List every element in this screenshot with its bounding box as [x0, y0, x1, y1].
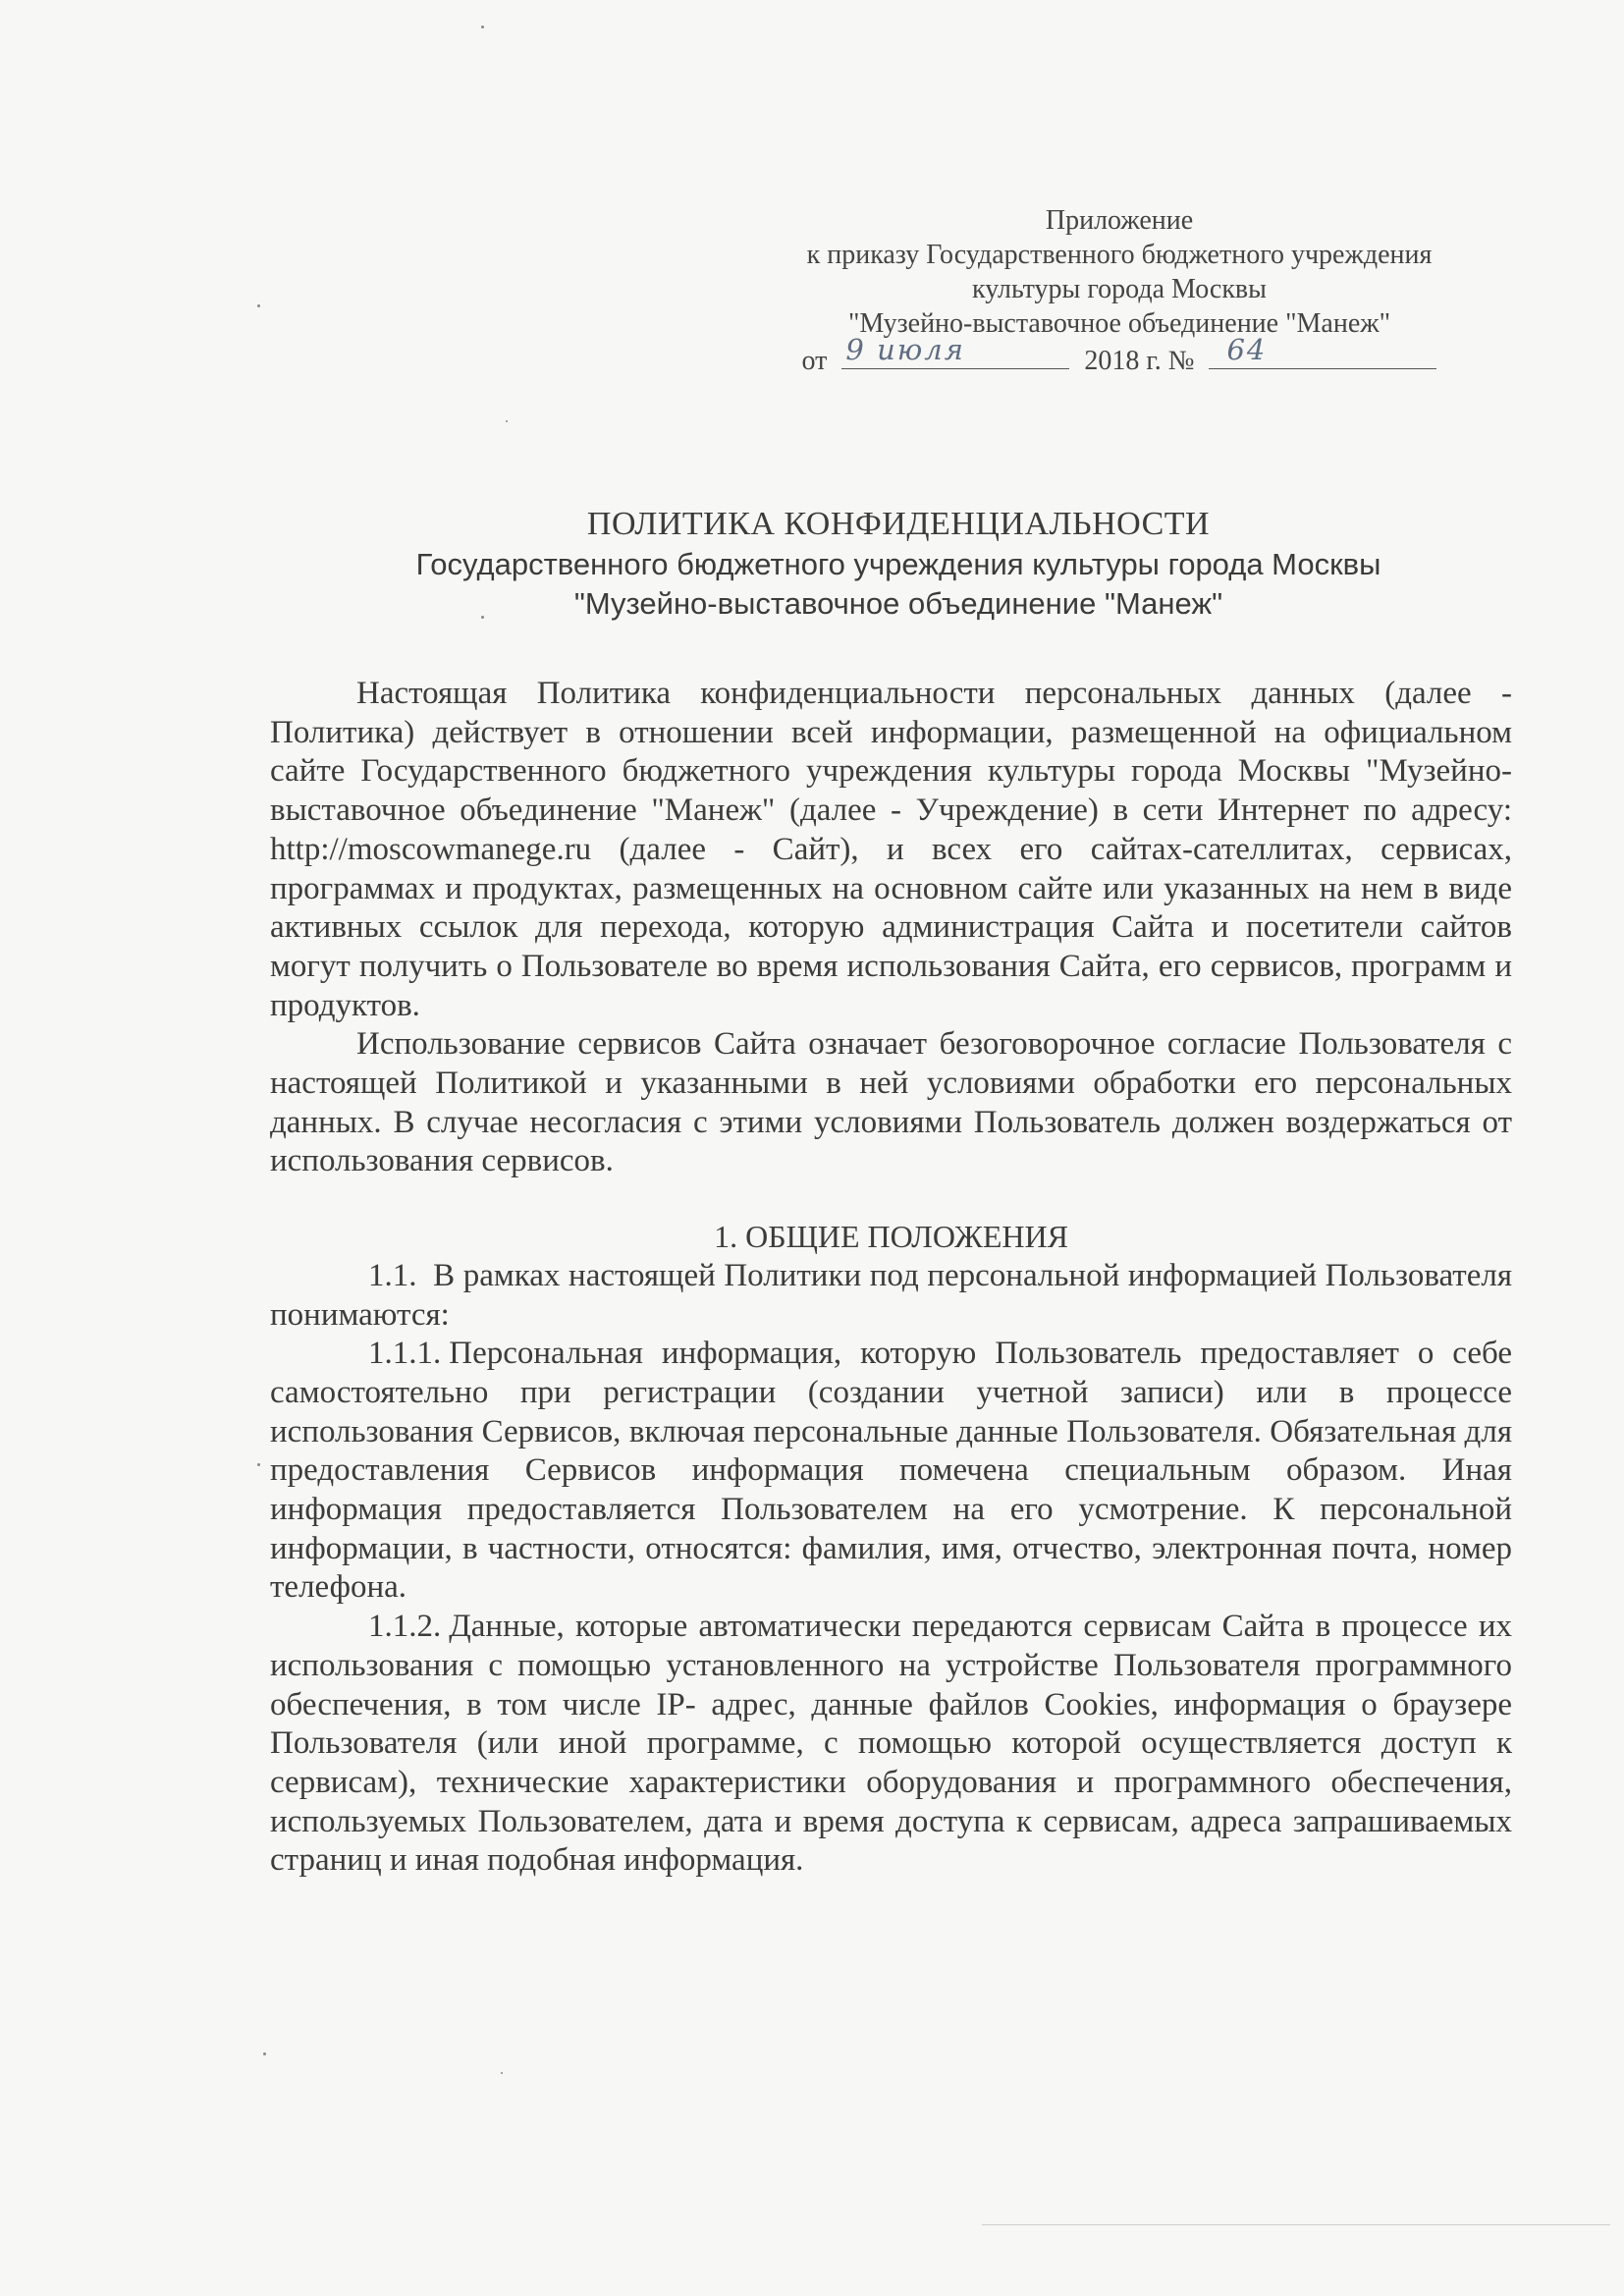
handwritten-date: 9 июля [845, 333, 965, 366]
scan-speck [501, 2072, 503, 2074]
from-label: от [801, 346, 828, 376]
scan-speck [257, 1463, 260, 1466]
document-body [270, 675, 1512, 1881]
scan-speck [506, 420, 508, 422]
scan-speck [263, 2052, 266, 2055]
clause-1-1 [270, 1257, 1512, 1335]
handwritten-number: 64 [1226, 333, 1268, 366]
clause-number: 1.1.1. [368, 1336, 442, 1372]
intro-paragraph-1: Настоящая Политика конфиденциальности персональных данных (далее - Политика) действует в отношении всей информации, размещенной на официальном сайте Государственного бюджетного учреждения культуры города Москвы "Музейно-выставочное объединение "Манеж" (далее - Учреждение) в сети Интернет по адресу: http://moscowmanege.ru (далее - Сайт), и всех его сайтах-сателлитах, сервисах, программах и продуктах, размещенных на основном сайте или указанных на нем в виде активных ссылок для перехода, которую администрация Сайта и посетители сайтов могут получить о Пользователе во время использования Сайта, его сервисов, программ и продуктов. [270, 676, 1512, 1023]
clause-number: 1.1.2. [368, 1609, 442, 1645]
approval-header [687, 203, 1551, 378]
clause-text: В рамках настоящей Политики под персональной информацией Пользователя понимаются: [270, 1257, 1512, 1333]
approval-line-2: к приказу Государственного бюджетного учреждения [806, 240, 1433, 270]
clause-1-1-1 [270, 1335, 1512, 1608]
intro-paragraph-2: Использование сервисов Сайта означает безоговорочное согласие Пользователя с настоящей Политикой и указанными в ней условиями обработки его персональных данных. В случае несогласия с этими условиями Пользователь должен воздержаться от использования сервисов. [270, 1026, 1512, 1179]
clause-text: Персональная информация, которую Пользователь предоставляет о себе самостоятельно при регистрации (создании учетной записи) или в процессе использования Сервисов, включая персональные данные Пользователя. Обязательная для предоставления Сервисов информация помечена специальным образом. Иная информация предоставляется Пользователем на его усмотрение. К персональной информации, в частности, относятся: фамилия, имя, отчество, электронная почта, номер телефона. [270, 1336, 1512, 1606]
document-title [255, 504, 1542, 624]
scan-speck [257, 304, 260, 307]
approval-date-row [687, 333, 1551, 378]
clause-number: 1.1. [368, 1257, 417, 1293]
clause-text: Данные, которые автоматически передаются сервисам Сайта в процессе их использования с помощью установленного на устройстве Пользователя программного обеспечения, в том числе IP- адрес, данные файлов Cookies, информация о браузере Пользователя (или иной программе, с помощью которой осуществляется доступ к сервисам), технические характеристики оборудования и программного обеспечения, используемых Пользователем, дата и время доступа к сервисам, адреса запрашиваемых страниц и иная подобная информация. [270, 1609, 1512, 1879]
approval-line-4: "Музейно-выставочное объединение "Манеж" [847, 308, 1391, 339]
scan-speck [481, 26, 484, 28]
section-heading: 1. ОБЩИЕ ПОЛОЖЕНИЯ [714, 1219, 1068, 1255]
order-number-field [1209, 333, 1436, 369]
approval-line-1: Приложение [1045, 205, 1194, 236]
title-subtitle-1: Государственного бюджетного учреждения культуры города Москвы [415, 547, 1381, 581]
scan-edge-line [982, 2224, 1610, 2225]
approval-line-3: культуры города Москвы [972, 274, 1267, 304]
title-main: ПОЛИТИКА КОНФИДЕНЦИАЛЬНОСТИ [586, 506, 1211, 542]
date-field [841, 333, 1069, 369]
title-subtitle-2: "Музейно-выставочное объединение "Манеж" [573, 586, 1223, 621]
year-number-label: 2018 г. № [1084, 346, 1195, 376]
clause-1-1-2 [270, 1608, 1512, 1881]
